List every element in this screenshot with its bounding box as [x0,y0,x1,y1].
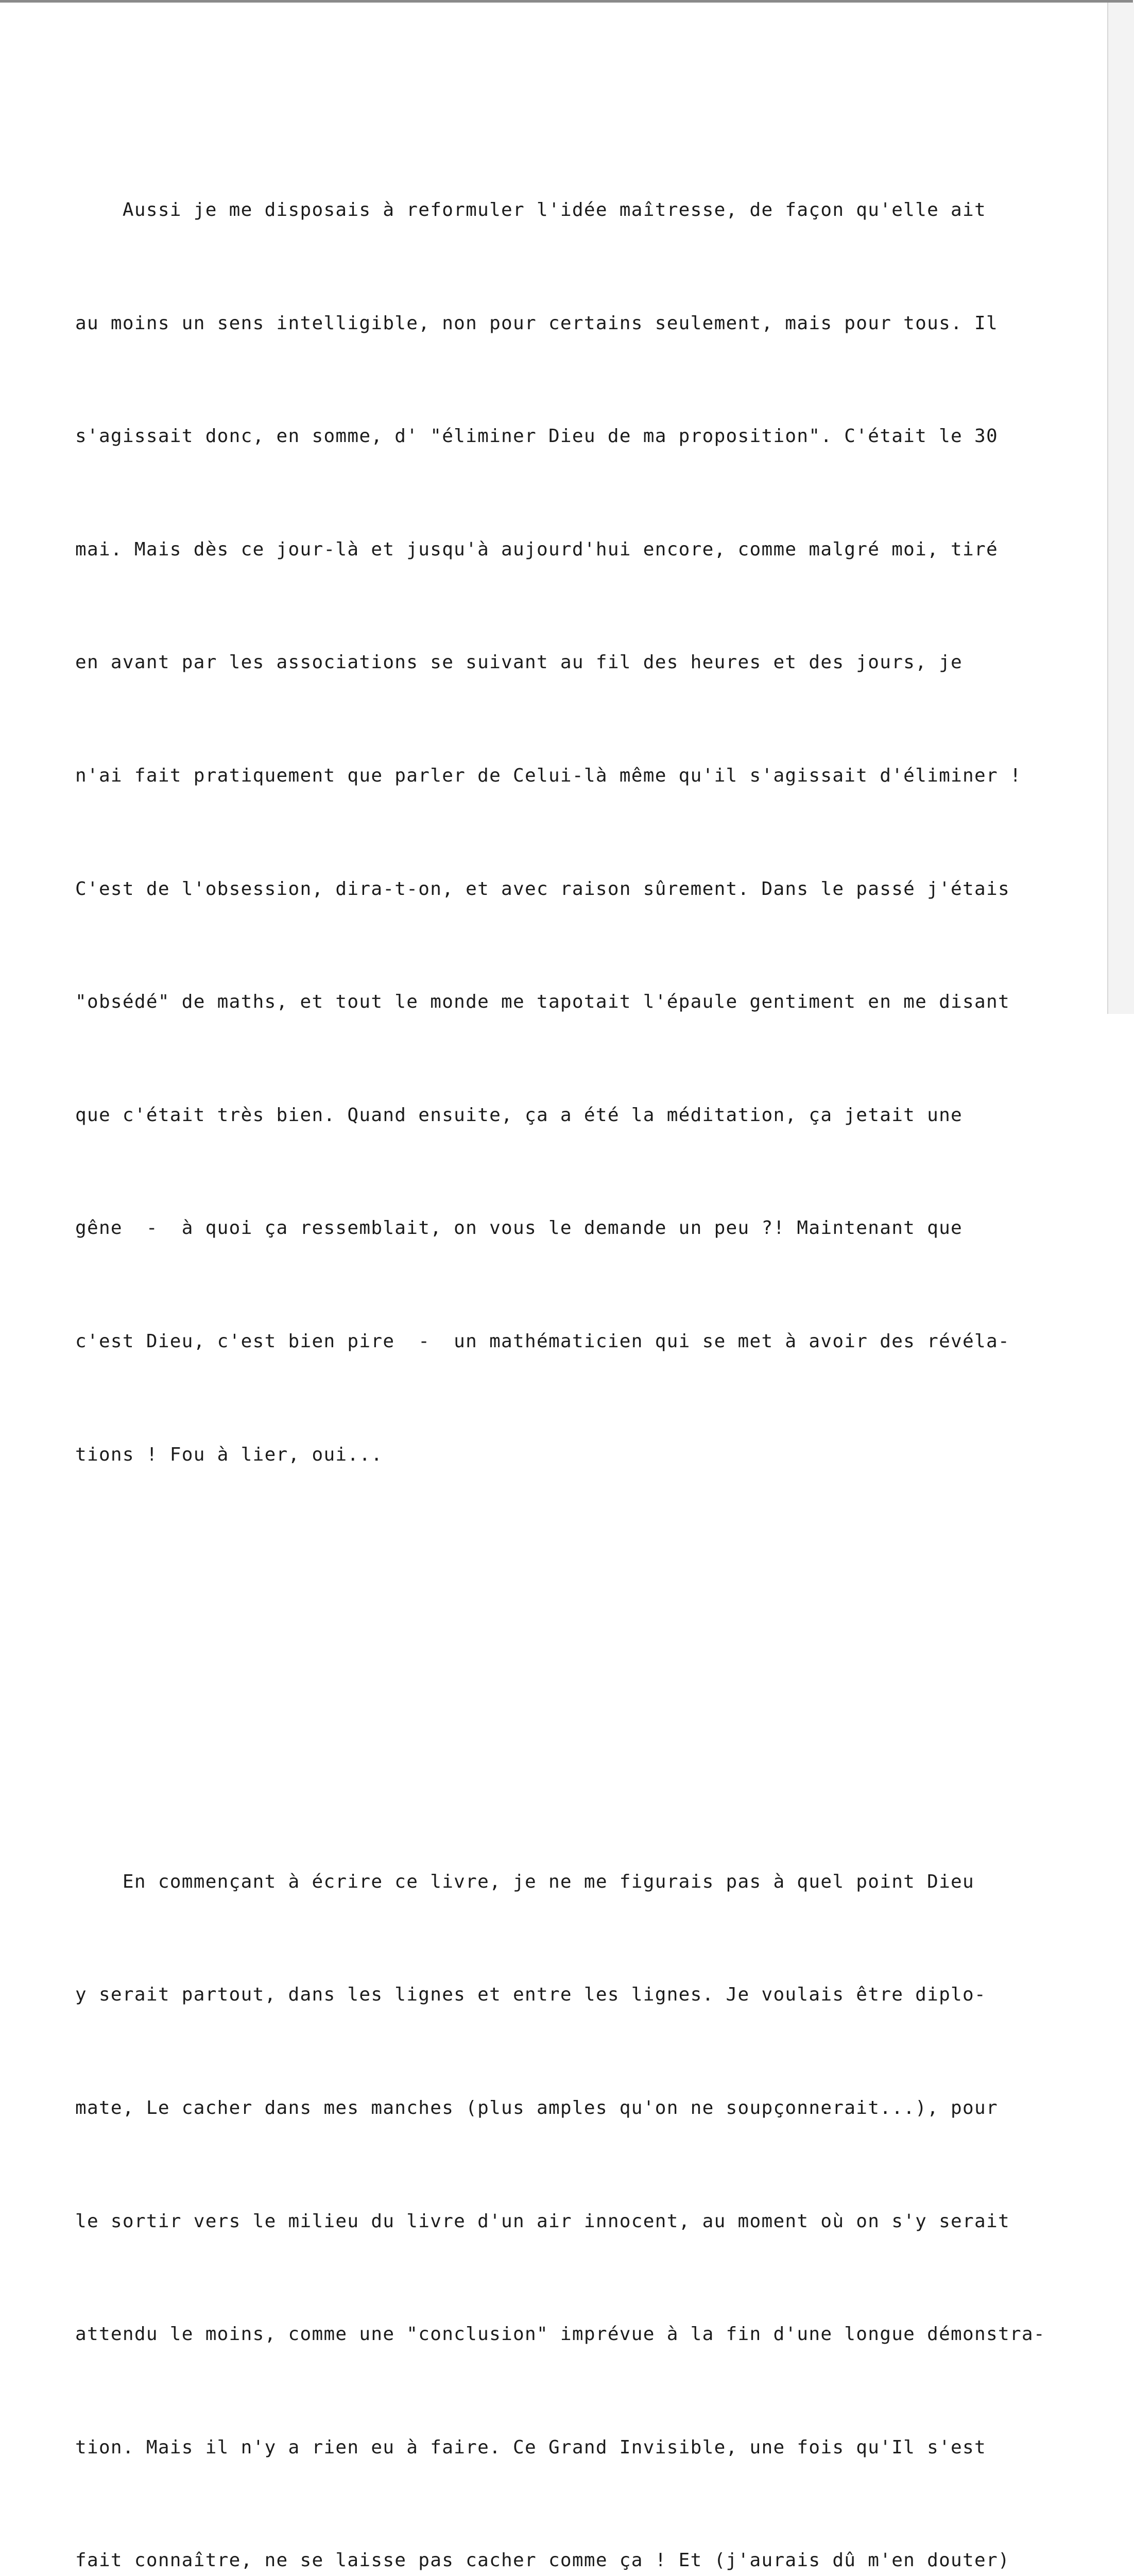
text-line: que c'était très bien. Quand ensuite, ça a été la méditation, ça jetait une [75,1104,963,1126]
viewer-right-gutter [1107,3,1134,1014]
text-line: C'est de l'obsession, dira-t-on, et avec raison sûrement. Dans le passé j'étais [75,878,1010,900]
text-line: tion. Mais il n'y a rien eu à faire. Ce Grand Invisible, une fois qu'Il s'est [75,2436,986,2458]
document-page [0,3,1107,2571]
paragraph-2 [75,1787,1097,2576]
document-text [75,3,1097,2576]
text-line: "obsédé" de maths, et tout le monde me tapotait l'épaule gentiment en me disant [75,991,1010,1013]
text-line: mai. Mais dès ce jour-là et jusqu'à aujourd'hui encore, comme malgré moi, tiré [75,538,998,560]
text-line: En commençant à écrire ce livre, je ne me figurais pas à quel point Dieu [75,1871,975,1892]
text-line: attendu le moins, comme une "conclusion" imprévue à la fin d'une longue démonstra- [75,2324,1045,2345]
text-line: mate, Le cacher dans mes manches (plus amples qu'on ne soupçonnerait...), pour [75,2097,998,2119]
text-line: y serait partout, dans les lignes et entre les lignes. Je voulais être diplo- [75,1984,986,2006]
text-line: s'agissait donc, en somme, d' "éliminer Dieu de ma proposition". C'était le 30 [75,426,998,447]
paragraph-gap [75,1662,1097,1674]
text-line: au moins un sens intelligible, non pour certains seulement, mais pour tous. Il [75,312,998,334]
text-line: c'est Dieu, c'est bien pire - un mathématicien qui se met à avoir des révéla- [75,1330,1010,1352]
paragraph-1 [75,116,1097,1549]
text-line: en avant par les associations se suivant au fil des heures et des jours, je [75,652,963,673]
text-line: gêne - à quoi ça ressemblait, on vous le demande un peu ?! Maintenant que [75,1217,963,1239]
text-line: n'ai fait pratiquement que parler de Celui-là même qu'il s'agissait d'éliminer ! [75,765,1022,786]
text-line: Aussi je me disposais à reformuler l'idée maîtresse, de façon qu'elle ait [75,199,986,221]
text-line: tions ! Fou à lier, oui... [75,1444,383,1465]
text-line: fait connaître, ne se laisse pas cacher comme ça ! Et (j'aurais dû m'en douter) [75,2550,1010,2571]
text-line: le sortir vers le milieu du livre d'un air innocent, au moment où on s'y serait [75,2210,1010,2232]
